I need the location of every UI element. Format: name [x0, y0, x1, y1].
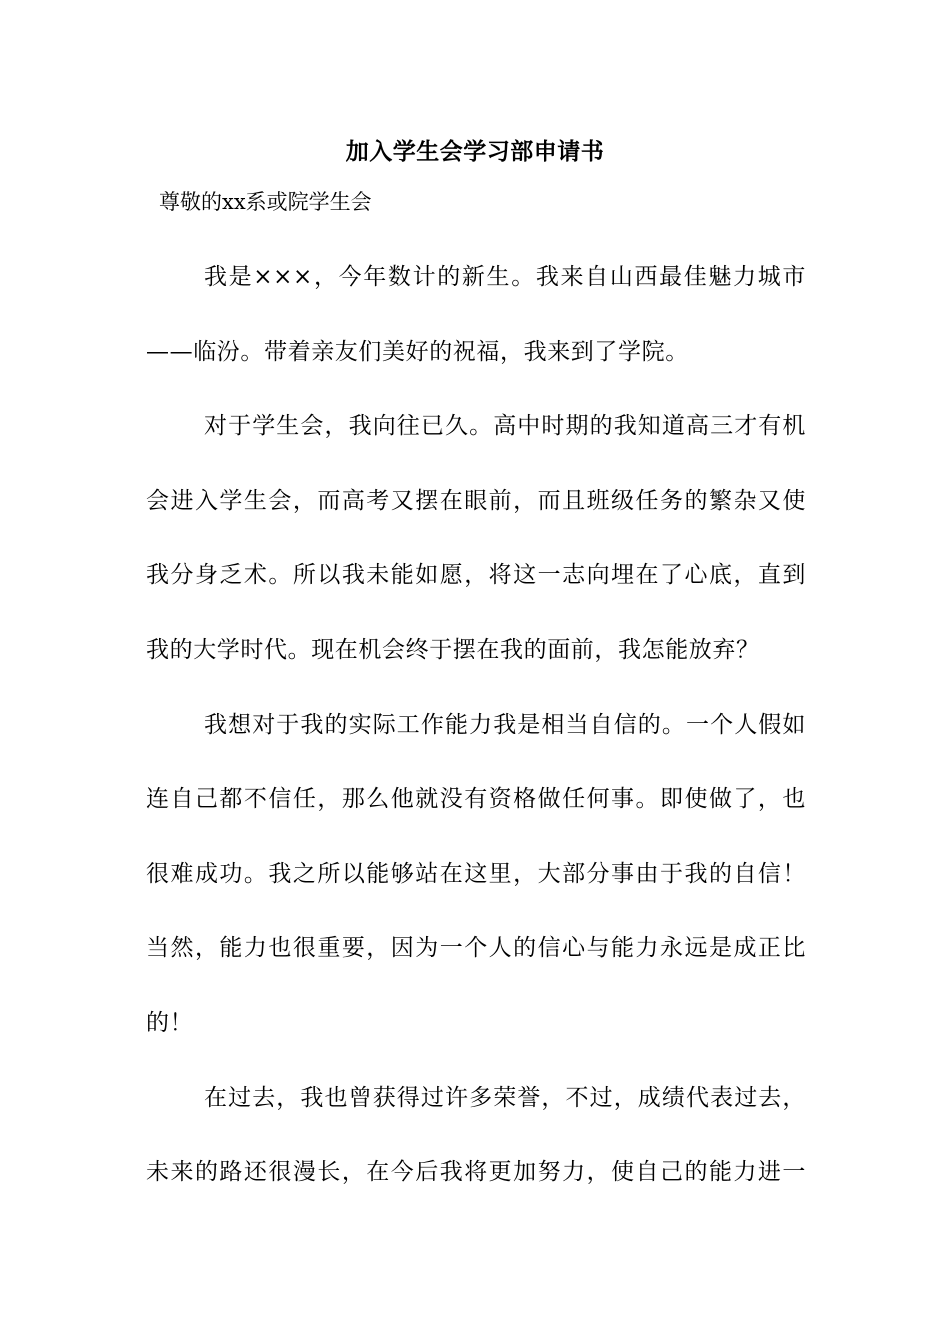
body-line: 连自己都不信任，那么他就没有资格做任何事。即使做了，也 [146, 786, 806, 813]
body-line: 我想对于我的实际工作能力我是相当自信的。一个人假如 [204, 711, 806, 738]
document-body [146, 255, 806, 1225]
body-line: 的！ [146, 1009, 194, 1036]
body-line: 当然，能力也很重要，因为一个人的信心与能力永远是成正比 [146, 935, 806, 962]
body-line: 我分身乏术。所以我未能如愿，将这一志向埋在了心底，直到 [146, 562, 806, 589]
body-line: 我是×××，今年数计的新生。我来自山西最佳魅力城市 [204, 264, 806, 290]
body-line: 未来的路还很漫长，在今后我将更加努力，使自己的能力进一 [146, 1159, 806, 1186]
body-line: 对于学生会，我向往已久。高中时期的我知道高三才有机 [204, 413, 806, 440]
salutation: 尊敬的xx系或院学生会 [159, 190, 372, 214]
body-line: 很难成功。我之所以能够站在这里，大部分事由于我的自信！ [146, 860, 806, 887]
body-line: 在过去，我也曾获得过许多荣誉，不过，成绩代表过去， [204, 1084, 806, 1111]
body-line: 我的大学时代。现在机会终于摆在我的面前，我怎能放弃？ [146, 636, 760, 663]
body-line: ——临汾。带着亲友们美好的祝福，我来到了学院。 [146, 338, 689, 365]
body-line: 会进入学生会，而高考又摆在眼前，而且班级任务的繁杂又使 [146, 487, 806, 514]
document-title: 加入学生会学习部申请书 [345, 138, 605, 165]
